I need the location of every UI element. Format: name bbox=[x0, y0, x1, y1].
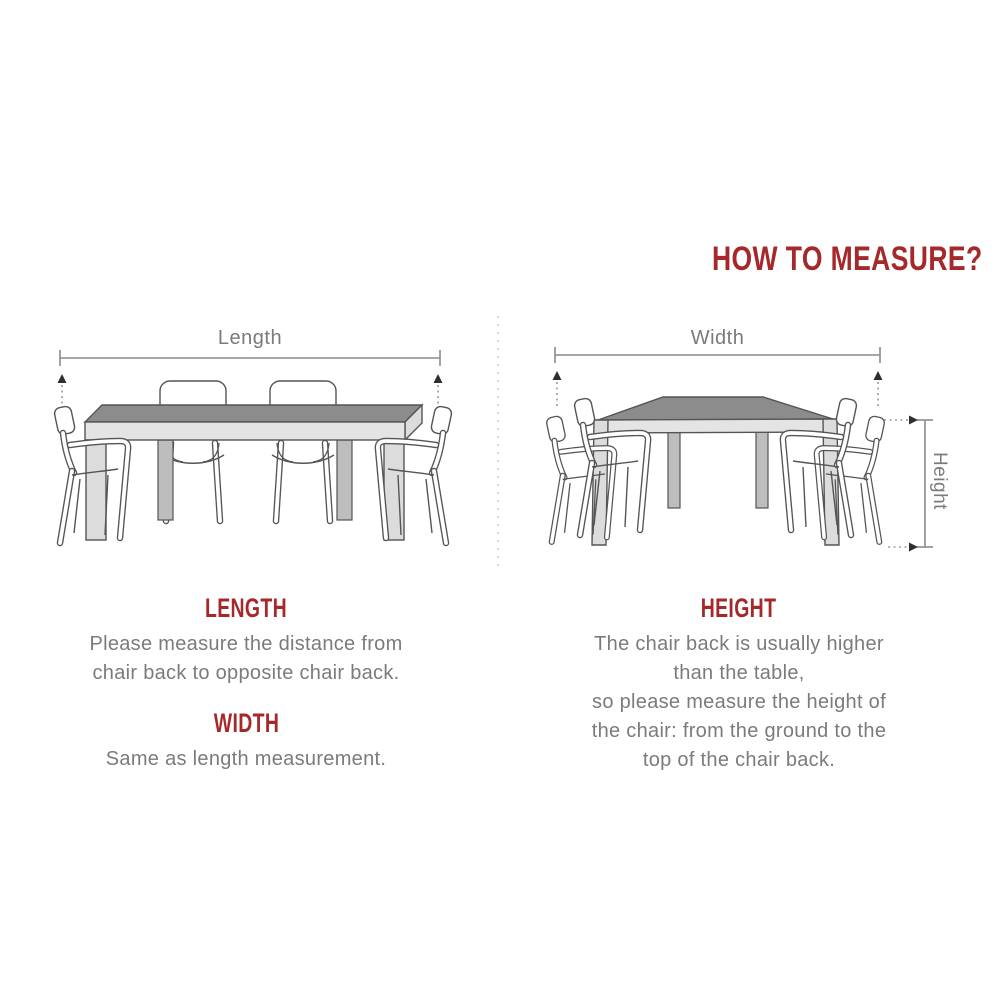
height-instruction-line: so please measure the height of bbox=[592, 691, 886, 713]
table-perspective-view bbox=[592, 397, 839, 545]
height-extent-arrow-bottom bbox=[888, 543, 918, 552]
width-section-heading: WIDTH bbox=[213, 708, 279, 738]
length-instruction-line: Please measure the distance from bbox=[89, 633, 403, 655]
height-instruction-line: top of the chair back. bbox=[642, 749, 836, 771]
height-measure-line bbox=[917, 420, 933, 547]
width-extent-arrow-left bbox=[553, 371, 562, 407]
length-section-heading: LENGTH bbox=[204, 593, 288, 623]
length-instruction-line: chair back to opposite chair back. bbox=[92, 662, 400, 684]
length-measure-line bbox=[60, 350, 440, 366]
vertical-divider bbox=[497, 316, 499, 568]
length-diagram-illustration bbox=[50, 315, 460, 565]
height-extent-arrow-top bbox=[884, 416, 918, 425]
length-width-instructions bbox=[52, 593, 440, 774]
width-extent-arrow-right bbox=[874, 371, 883, 407]
height-instruction-line: than the table, bbox=[673, 662, 805, 684]
width-instruction-line: Same as length measurement. bbox=[105, 748, 387, 770]
height-instruction-line: the chair: from the ground to the bbox=[591, 720, 887, 742]
table-side-view bbox=[85, 405, 422, 540]
rear-chair-right bbox=[270, 381, 336, 521]
height-instruction-line: The chair back is usually higher bbox=[594, 633, 884, 655]
length-extent-arrow-left bbox=[58, 374, 67, 408]
height-section-heading: HEIGHT bbox=[701, 593, 777, 623]
width-measure-line bbox=[555, 347, 880, 363]
width-height-diagram-illustration bbox=[540, 315, 1000, 565]
length-extent-arrow-right bbox=[434, 374, 443, 408]
width-measure-label: Width bbox=[690, 327, 745, 349]
length-measure-label: Length bbox=[217, 327, 283, 349]
height-instructions bbox=[543, 593, 935, 775]
height-measure-label: Height bbox=[929, 452, 950, 510]
page-title: HOW TO MEASURE? bbox=[712, 240, 983, 278]
